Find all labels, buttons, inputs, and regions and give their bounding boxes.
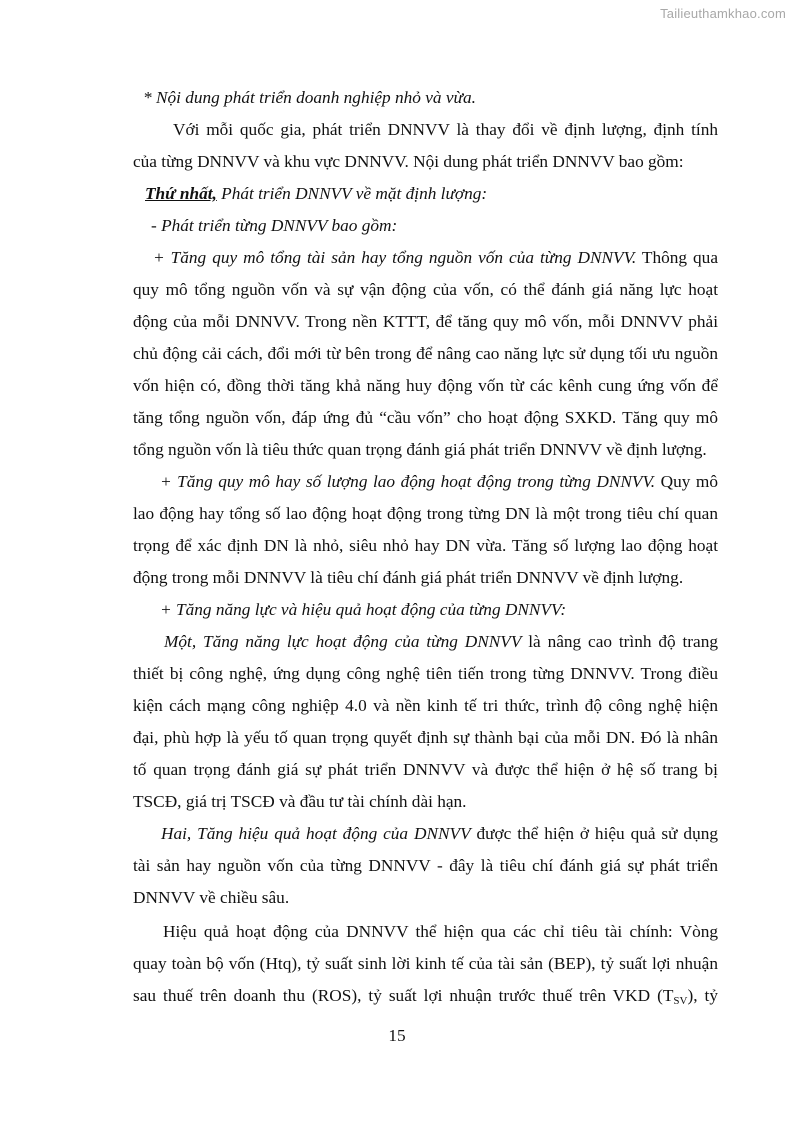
paragraph-line: thiết bị công nghệ, ứng dụng công nghệ tiên tiến trong từng DNNVV. Trong điều (133, 664, 718, 683)
paragraph-line: tăng tổng nguồn vốn, đáp ứng đủ “cầu vốn” cho hoạt động SXKD. Tăng quy mô (133, 408, 718, 427)
page-number: 15 (388, 1026, 406, 1045)
paragraph-line (160, 471, 718, 493)
item-title: Một, Tăng năng lực hoạt động của từng DNNVV (164, 632, 522, 651)
paragraph-line (133, 985, 718, 1007)
paragraph-line: trọng để xác định DN là nhỏ, siêu nhỏ hay DN vừa. Tăng số lượng lao động hoạt (133, 536, 718, 555)
paragraph-line: quay toàn bộ vốn (Htq), tỷ suất sinh lời kinh tế của tài sản (BEP), tỷ suất lợi nhuận (133, 954, 718, 973)
watermark: Tailieuthamkhao.com (660, 6, 786, 21)
paragraph-line: DNNVV về chiều sâu. (133, 888, 290, 907)
paragraph-line: tài sản hay nguồn vốn của từng DNNVV - đây là tiêu chí đánh giá sự phát triển (133, 856, 718, 875)
paragraph-line: kiện cách mạng công nghiệp 4.0 và nền kinh tế tri thức, trình độ công nghệ hiện (133, 696, 718, 715)
item-title: + Tăng quy mô hay số lượng lao động hoạt động trong từng DNNVV. (160, 472, 656, 491)
paragraph-line: + Tăng năng lực và hiệu quả hoạt động của từng DNNVV: (160, 600, 567, 619)
paragraph-line: động trong mỗi DNNVV là tiêu chí đánh giá phát triển DNNVV về định lượng. (133, 568, 684, 587)
paragraph-line: Hiệu quả hoạt động của DNNVV thể hiện qua các chỉ tiêu tài chính: Vòng (163, 922, 718, 941)
paragraph-line: lao động hay tổng số lao động hoạt động trong từng DN là một trong tiêu chí quan (133, 504, 718, 523)
paragraph-line: Với mỗi quốc gia, phát triển DNNVV là thay đổi về định lượng, định tính (173, 120, 718, 139)
paragraph-line: vốn hiện có, đồng thời tăng khả năng huy động vốn từ các kênh cung ứng vốn để (133, 376, 718, 395)
subheading-label: Thứ nhất, (145, 184, 217, 203)
paragraph-line: - Phát triển từng DNNVV bao gồm: (151, 216, 398, 235)
item-text: Thông qua (636, 248, 718, 267)
paragraph-line: quy mô tổng nguồn vốn và sự vận động của vốn, có thể đánh giá năng lực hoạt (133, 280, 718, 299)
paragraph-line: chủ động cải cách, đổi mới từ bên trong để nâng cao năng lực sử dụng tối ưu nguồn (133, 344, 718, 363)
item-text: được thể hiện ở hiệu quả sử dụng (470, 824, 718, 843)
item-title: Hai, Tăng hiệu quả hoạt động của DNNVV (161, 824, 471, 843)
item-text: là nâng cao trình độ trang (521, 632, 718, 651)
paragraph-line: tổng nguồn vốn là tiêu thức quan trọng đánh giá phát triển DNNVV về định lượng. (133, 440, 707, 459)
item-text: Quy mô (655, 472, 718, 491)
paragraph-line (153, 247, 718, 269)
paragraph-line: TSCĐ, giá trị TSCĐ và đầu tư tài chính dài hạn. (133, 792, 467, 811)
line-text: sau thuế trên doanh thu (ROS), tỷ suất lợi nhuận trước thuế trên VKD (T (133, 986, 674, 1005)
line-text: ), tỷ (687, 986, 718, 1005)
item-title: + Tăng quy mô tổng tài sản hay tổng nguồn vốn của từng DNNVV. (153, 248, 637, 267)
paragraph-line: tố quan trọng đánh giá sự phát triển DNNVV và được thể hiện ở hệ số trang bị (133, 760, 718, 779)
paragraph-line: đại, phù hợp là yếu tố quan trọng quyết định sự thành bại của mỗi DN. Đó là nhân (133, 728, 718, 747)
paragraph-line (161, 823, 718, 845)
paragraph-line: của từng DNNVV và khu vực DNNVV. Nội dung phát triển DNNVV bao gồm: (133, 152, 684, 171)
subheading-text: Phát triển DNNVV về mặt định lượng: (216, 184, 488, 203)
paragraph-line (164, 631, 718, 653)
section-heading: * Nội dung phát triển doanh nghiệp nhỏ và vừa. (143, 88, 476, 107)
subheading-first (145, 183, 730, 205)
subscript: SV (673, 995, 688, 1007)
paragraph-line: động của mỗi DNNVV. Trong nền KTTT, để tăng quy mô vốn, mỗi DNNVV phải (133, 312, 718, 331)
